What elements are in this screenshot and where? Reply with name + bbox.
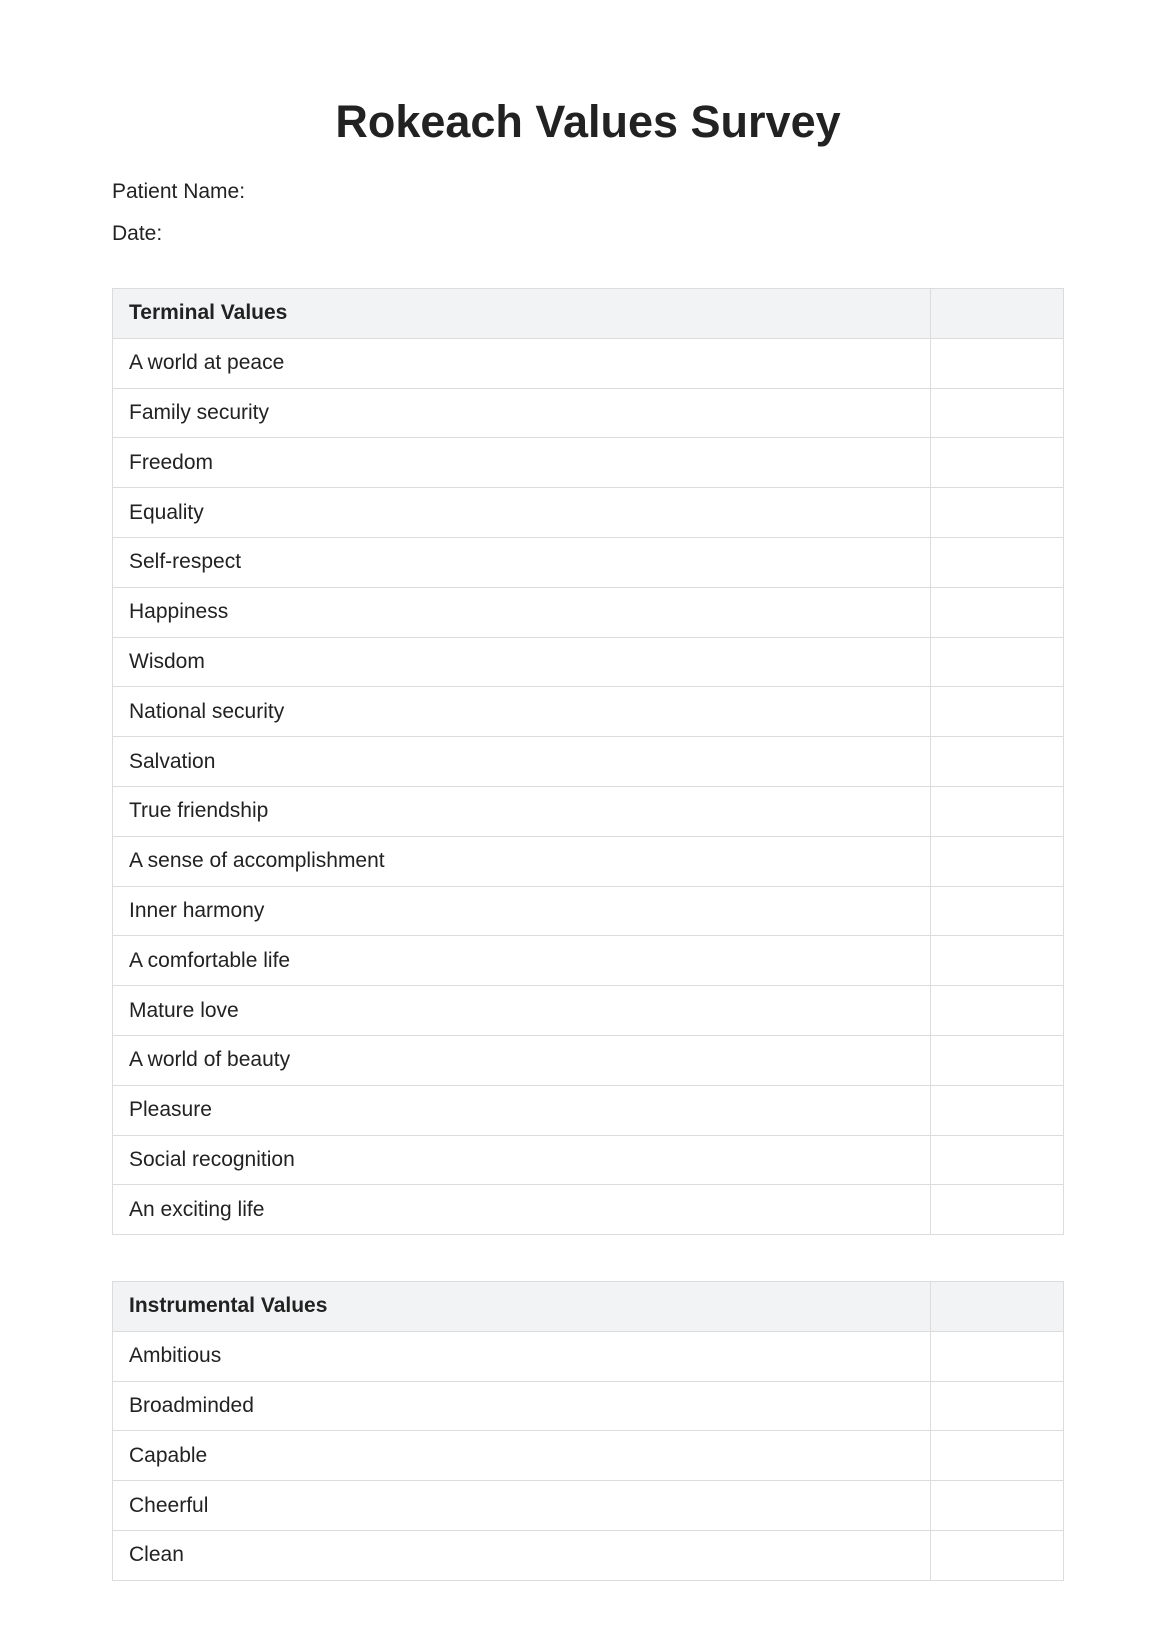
table-row [113,1331,1064,1381]
rank-cell[interactable] [931,388,1064,438]
table-row [113,1431,1064,1481]
value-label: Equality [113,488,931,538]
rank-cell[interactable] [931,1135,1064,1185]
table-row [113,786,1064,836]
value-label: Inner harmony [113,886,931,936]
value-label: A comfortable life [113,936,931,986]
table-row [113,587,1064,637]
table-row [113,1085,1064,1135]
header-row [113,1282,1064,1332]
page-title: Rokeach Values Survey [335,96,841,147]
value-label: A world of beauty [113,1035,931,1085]
table-row [113,537,1064,587]
value-label: Family security [113,388,931,438]
value-label: Clean [113,1530,931,1580]
table-row [113,338,1064,388]
value-label: Ambitious [113,1331,931,1381]
rank-cell[interactable] [931,886,1064,936]
table-row [113,488,1064,538]
table-row [113,438,1064,488]
table-row [113,1185,1064,1235]
table-row [113,687,1064,737]
rank-cell[interactable] [931,338,1064,388]
rank-cell[interactable] [931,438,1064,488]
patient-name-label: Patient Name: [112,180,246,203]
rank-cell[interactable] [931,488,1064,538]
table-row [113,637,1064,687]
instrumental-values-table [112,1281,1064,1581]
rank-cell[interactable] [931,1185,1064,1235]
rank-cell[interactable] [931,986,1064,1036]
rank-cell[interactable] [931,687,1064,737]
date-label: Date: [112,222,163,245]
table-row [113,1530,1064,1580]
rank-cell[interactable] [931,637,1064,687]
table-row [113,388,1064,438]
table-header: Terminal Values [113,289,931,339]
rank-cell[interactable] [931,786,1064,836]
value-label: Mature love [113,986,931,1036]
table-row [113,1481,1064,1531]
value-label: A world at peace [113,338,931,388]
header-row [113,289,1064,339]
value-label: National security [113,687,931,737]
value-label: Happiness [113,587,931,637]
table-row [113,1381,1064,1431]
table-row [113,986,1064,1036]
value-label: Broadminded [113,1381,931,1431]
rank-cell[interactable] [931,1381,1064,1431]
value-label: Capable [113,1431,931,1481]
value-label: Salvation [113,737,931,787]
rank-cell[interactable] [931,1481,1064,1531]
table-row [113,936,1064,986]
value-label: Pleasure [113,1085,931,1135]
rank-cell[interactable] [931,587,1064,637]
value-label: Self-respect [113,537,931,587]
rank-header [931,289,1064,339]
value-label: Social recognition [113,1135,931,1185]
value-label: An exciting life [113,1185,931,1235]
rank-cell[interactable] [931,936,1064,986]
rank-cell[interactable] [931,737,1064,787]
value-label: Cheerful [113,1481,931,1531]
value-label: A sense of accomplishment [113,836,931,886]
rank-cell[interactable] [931,1431,1064,1481]
table-header: Instrumental Values [113,1282,931,1332]
table-row [113,1035,1064,1085]
value-label: True friendship [113,786,931,836]
rank-header [931,1282,1064,1332]
rank-cell[interactable] [931,1331,1064,1381]
table-row [113,737,1064,787]
rank-cell[interactable] [931,1035,1064,1085]
rank-cell[interactable] [931,1530,1064,1580]
rank-cell[interactable] [931,1085,1064,1135]
table-row [113,836,1064,886]
value-label: Freedom [113,438,931,488]
table-row [113,886,1064,936]
rank-cell[interactable] [931,537,1064,587]
terminal-values-table [112,288,1064,1235]
table-row [113,1135,1064,1185]
rank-cell[interactable] [931,836,1064,886]
value-label: Wisdom [113,637,931,687]
